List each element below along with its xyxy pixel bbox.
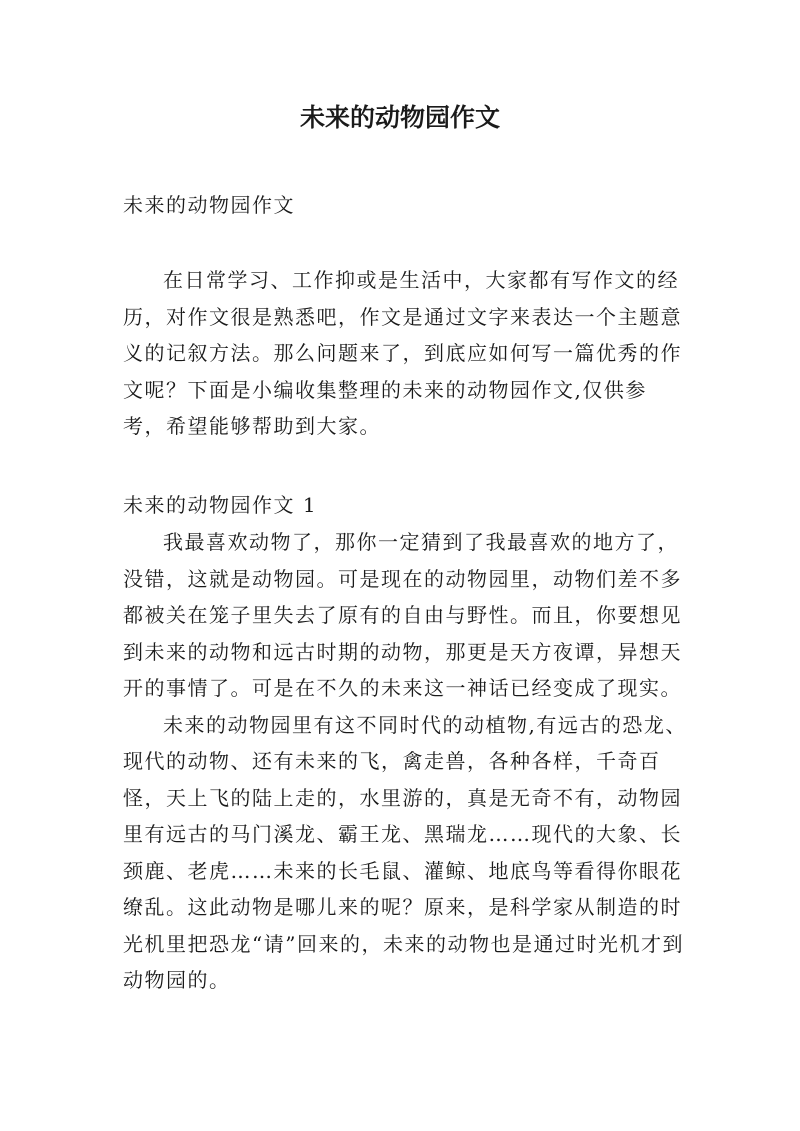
intro-paragraph: 在日常学习、工作抑或是生活中，大家都有写作文的经历，对作文很是熟悉吧，作文是通过文字来表达一个主题意义的记叙方法。那么问题来了，到底应如何写一篇优秀的作文呢？下面是小编收集整理的未来的动物园作文,仅供参考，希望能够帮助到大家。 [123,268,682,438]
body-paragraph: 我最喜欢动物了，那你一定猜到了我最喜欢的地方了，没错，这就是动物园。可是现在的动物园里，动物们差不多都被关在笼子里失去了原有的自由与野性。而且，你要想见到未来的动物和远古时期的动物，那更是天方夜谭，异想天开的事情了。可是在不久的未来这一神话已经变成了现实。 [123,530,682,700]
document-title: 未来的动物园作文 [299,103,500,132]
section-heading: 未来的动物园作文 1 [123,493,318,517]
section-body [123,524,693,999]
document-subtitle: 未来的动物园作文 [123,193,295,217]
body-paragraph: 未来的动物园里有这不同时代的动植物,有远古的恐龙、现代的动物、还有未来的飞，禽走兽，各种各样，千奇百怪，天上飞的陆上走的，水里游的，真是无奇不有，动物园里有远古的马门溪龙、霸王龙、黑瑞龙……现代的大象、长颈鹿、老虎……未来的长毛鼠、灌鲸、地底鸟等看得你眼花缭乱。这此动物是哪儿来的呢？原来，是科学家从制造的时光机里把恐龙“请”回来的，未来的动物也是通过时光机才到动物园的。 [123,712,687,992]
